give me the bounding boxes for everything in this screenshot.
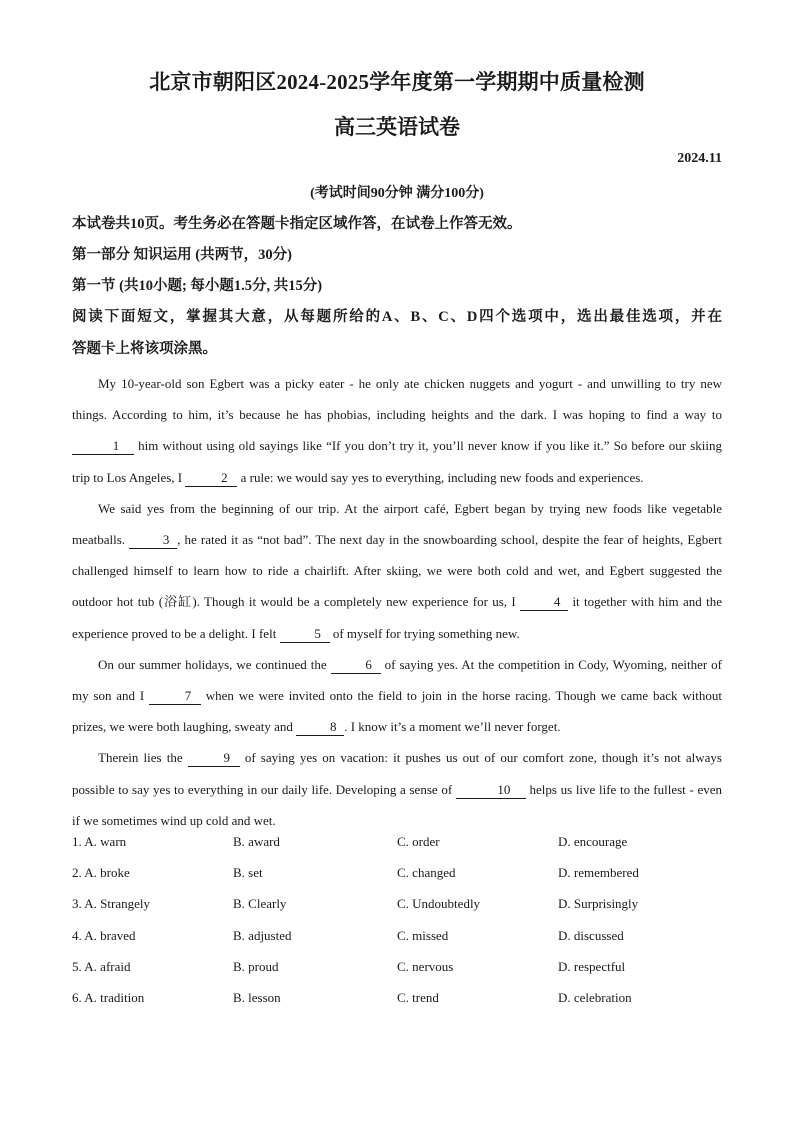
- option-b[interactable]: B. award: [233, 834, 280, 849]
- option-b[interactable]: B. Clearly: [233, 896, 287, 912]
- exam-subtitle: 高三英语试卷: [334, 115, 460, 139]
- option-b[interactable]: B. proud: [233, 958, 279, 974]
- option-d[interactable]: D. Surprisingly: [558, 896, 639, 912]
- option-b[interactable]: B. adjusted: [233, 927, 292, 943]
- blank-7[interactable]: 7: [149, 688, 201, 705]
- answer-options: [72, 834, 722, 1021]
- blank-10[interactable]: 10: [456, 782, 526, 799]
- part-one-heading: 第一部分 知识运用 (共两节，30分): [72, 247, 292, 263]
- option-d[interactable]: D. encourage: [558, 834, 628, 849]
- section-one-heading: 第一节 (共10小题; 每小题1.5分, 共15分): [72, 278, 323, 294]
- question-3-options: [72, 896, 722, 927]
- question-6-options: [72, 990, 722, 1021]
- blank-5[interactable]: 5: [280, 626, 330, 643]
- question-4-options: [72, 928, 722, 959]
- option-c[interactable]: C. missed: [397, 927, 449, 943]
- blank-4[interactable]: 4: [520, 594, 568, 611]
- blank-1[interactable]: 1: [72, 438, 134, 455]
- option-c[interactable]: C. Undoubtedly: [397, 896, 481, 912]
- option-a[interactable]: 4. A. braved: [72, 927, 136, 943]
- exam-title: 北京市朝阳区2024-2025学年度第一学期期中质量检测: [149, 70, 645, 94]
- option-c[interactable]: C. order: [397, 834, 440, 849]
- option-b[interactable]: B. lesson: [233, 989, 281, 1005]
- option-d[interactable]: D. celebration: [558, 989, 632, 1005]
- option-d[interactable]: D. discussed: [558, 927, 624, 943]
- exam-date: 2024.11: [677, 151, 722, 166]
- option-a[interactable]: 3. A. Strangely: [72, 896, 150, 912]
- option-a[interactable]: 2. A. broke: [72, 865, 130, 881]
- passage-paragraph-3: On our summer holidays, we continued the 6 of saying yes. At the competition in Cody, Wyoming, neither of my son and I 7 when we were invited onto the field to join in the horse racing. Though we came back without prizes, we were both laughing, sweaty and 8 . I know it’s a moment we’ll never forget.: [72, 656, 722, 735]
- option-b[interactable]: B. set: [233, 865, 263, 881]
- cloze-passage: [72, 368, 722, 836]
- option-a[interactable]: 1. A. warn: [72, 834, 127, 849]
- option-a[interactable]: 5. A. afraid: [72, 958, 131, 974]
- option-d[interactable]: D. respectful: [558, 958, 626, 974]
- option-c[interactable]: C. changed: [397, 865, 456, 881]
- passage-paragraph-4: Therein lies the 9 of saying yes on vacation: it pushes us out of our comfort zone, though it’s not always possible to say yes to everything in our daily life. Developing a sense of 10 helps us live life to the fullest - even if we sometimes wind up cold and wet.: [72, 750, 722, 828]
- question-1-options: [72, 834, 722, 865]
- blank-2[interactable]: 2: [185, 470, 237, 487]
- blank-3[interactable]: 3: [129, 532, 177, 549]
- notice-line: 本试卷共10页。考生务必在答题卡指定区域作答，在试卷上作答无效。: [72, 216, 522, 232]
- option-d[interactable]: D. remembered: [558, 865, 639, 881]
- option-c[interactable]: C. trend: [397, 989, 439, 1005]
- option-a[interactable]: 6. A. tradition: [72, 989, 145, 1005]
- blank-6[interactable]: 6: [331, 657, 381, 674]
- question-5-options: [72, 959, 722, 990]
- passage-paragraph-1: My 10-year-old son Egbert was a picky eater - he only ate chicken nuggets and yogurt - and unwilling to try new things. According to him, it’s because he has phobias, including heights and the dark. I was hoping to find a way to 1 him without using old sayings like “If you don’t try it, you’ll never know if you like it.” So before our skiing trip to Los Angeles, I 2 a rule: we would say yes to everything, including new foods and experiences.: [72, 376, 722, 485]
- option-c[interactable]: C. nervous: [397, 958, 454, 974]
- directions-line-1: 阅读下面短文，掌握其大意，从每题所给的A、B、C、D四个选项中，选出最佳选项，并在: [72, 309, 722, 325]
- blank-9[interactable]: 9: [188, 750, 240, 767]
- blank-8[interactable]: 8: [296, 719, 344, 736]
- exam-time-info: (考试时间90分钟 满分100分): [310, 186, 484, 201]
- question-2-options: [72, 865, 722, 896]
- passage-paragraph-2: We said yes from the beginning of our trip. At the airport café, Egbert began by trying new foods like vegetable meatballs. 3 , he rated it as “not bad”. The next day in the snowboarding school, despite the fear of heights, Egbert challenged himself to learn how to ride a chairlift. After skiing, we were both cold and wet, and Egbert suggested the outdoor hot tub (浴缸). Though it would be a completely new experience for us, I 4 it together with him and the experience proved to be a delight. I felt 5 of myself for trying something new.: [72, 500, 722, 641]
- directions-line-2: 答题卡上将该项涂黑。: [72, 341, 217, 357]
